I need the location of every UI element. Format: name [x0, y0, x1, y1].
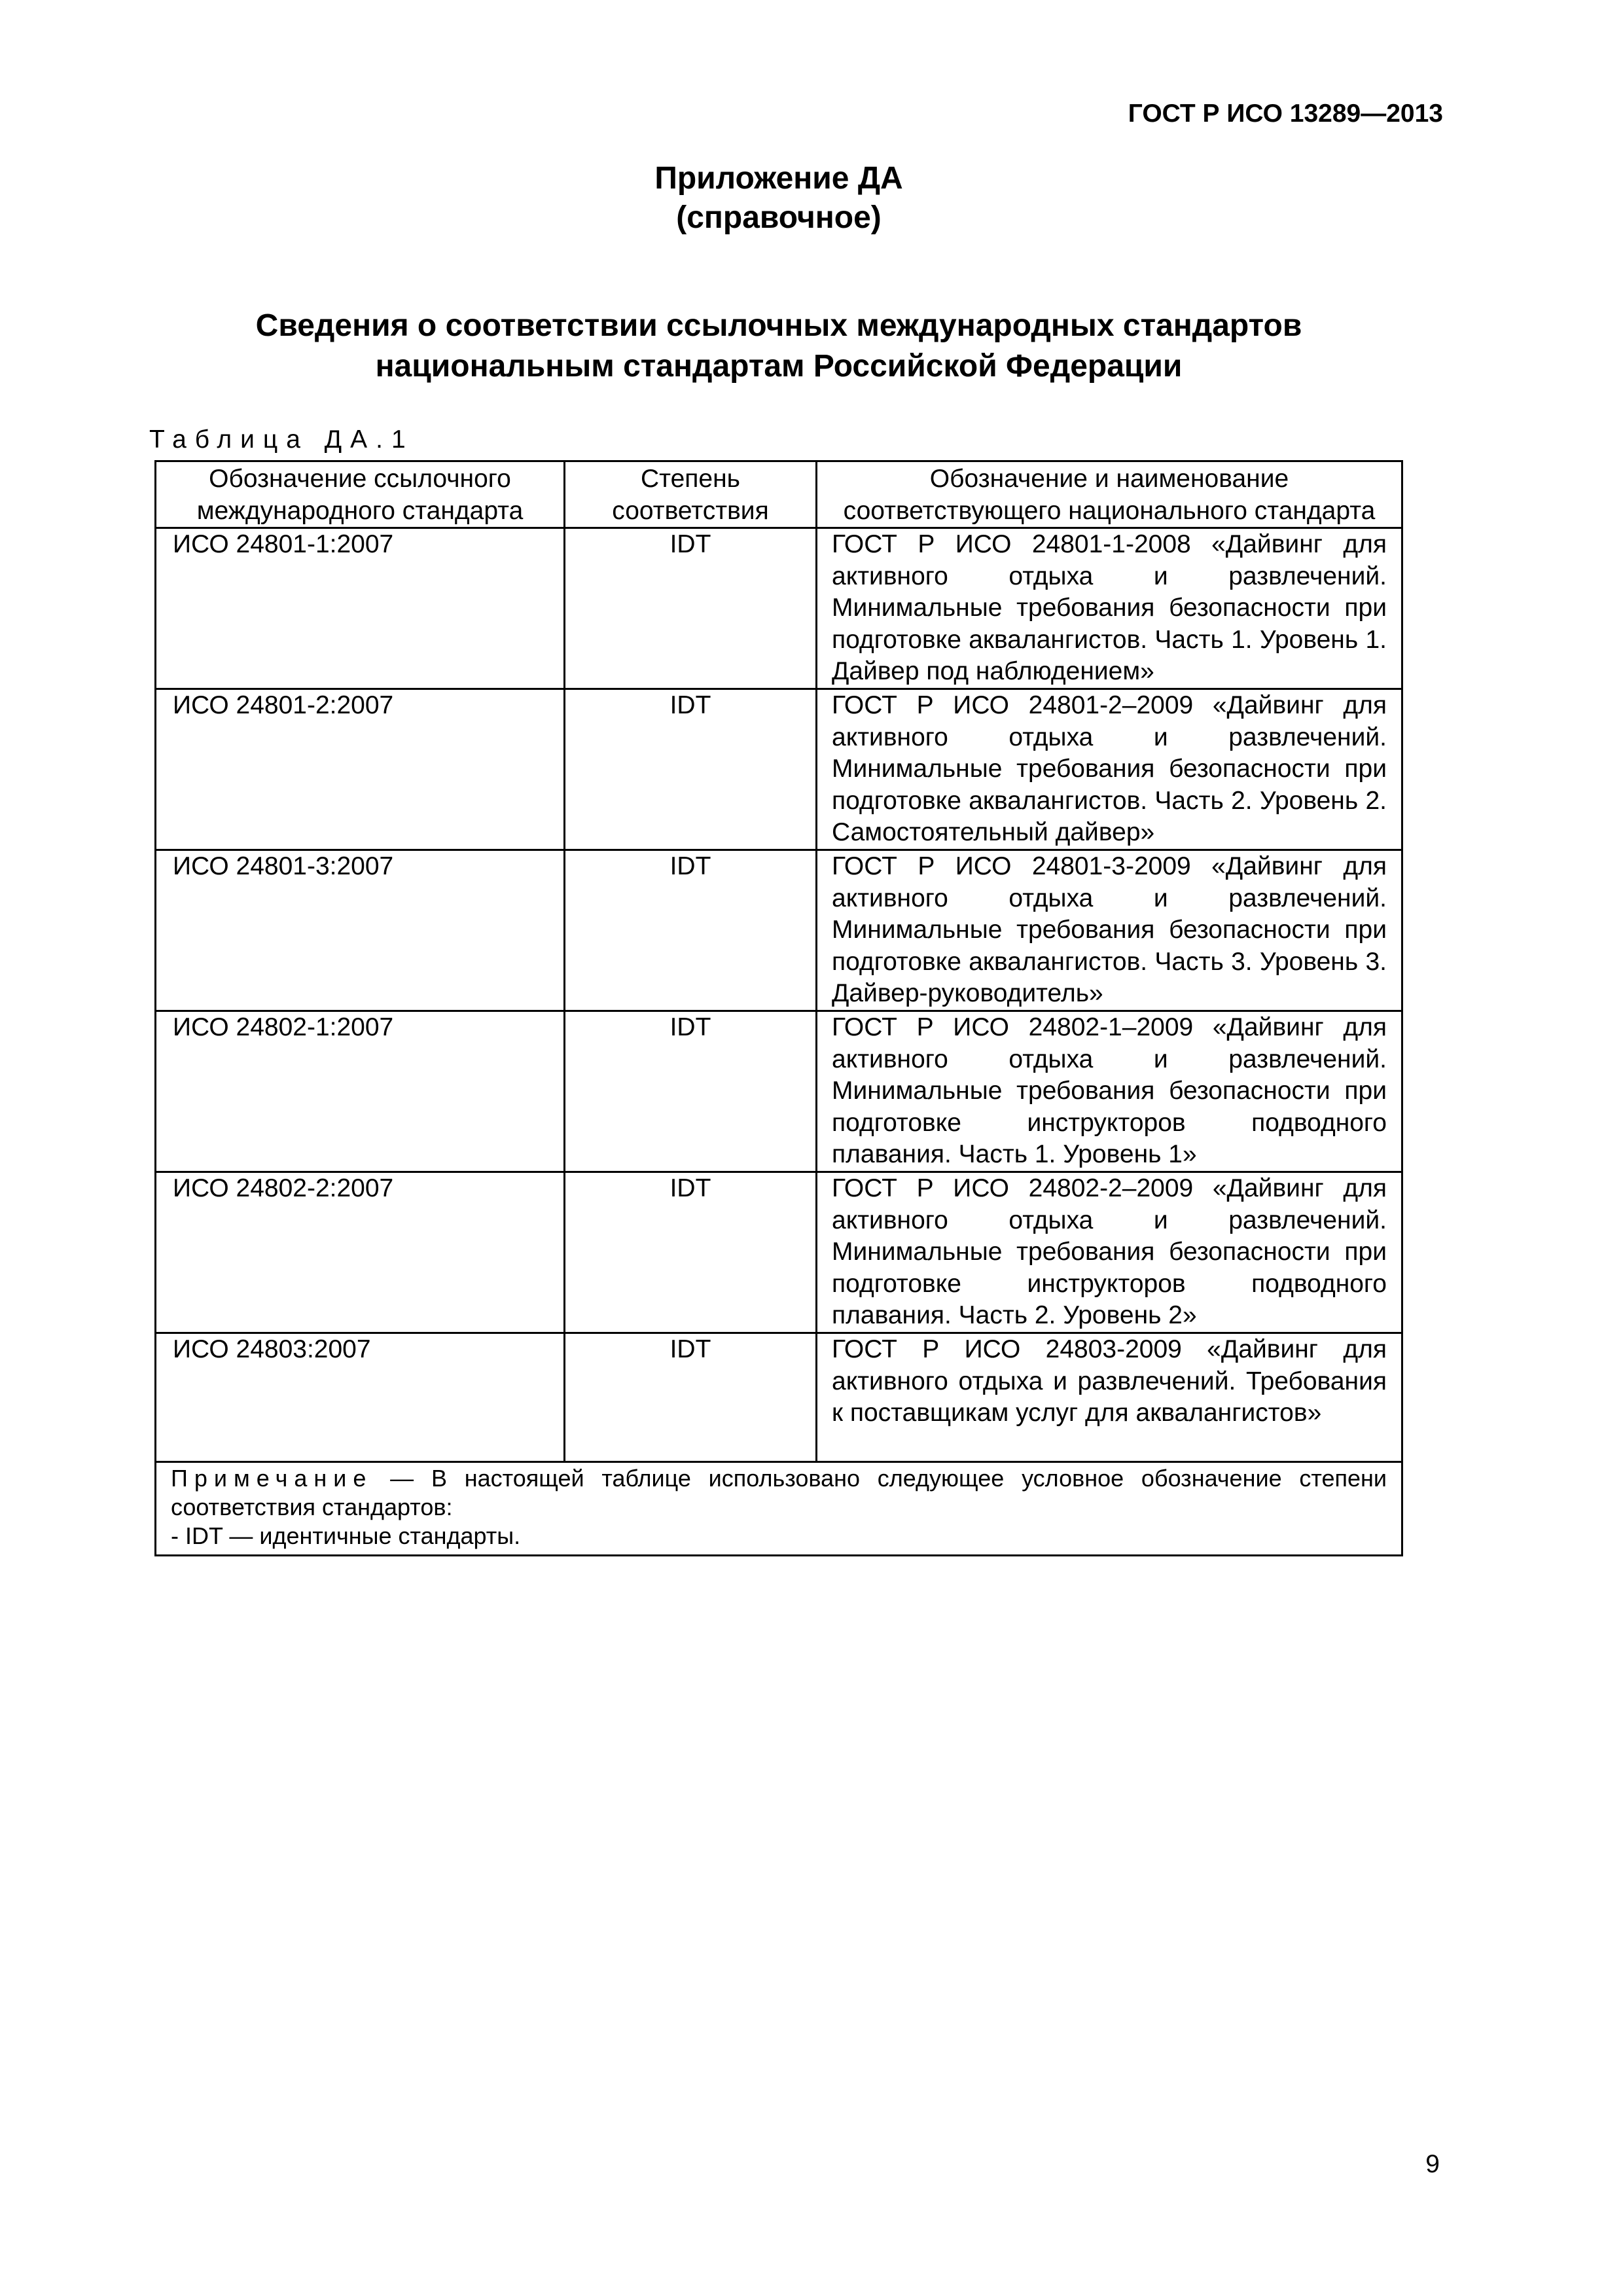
- table-caption: Таблица ДА.1: [149, 425, 414, 454]
- cell-degree: IDT: [565, 1333, 817, 1462]
- table-row: [156, 1333, 1402, 1462]
- table-row: [156, 1172, 1402, 1333]
- page-number: 9: [1425, 2150, 1440, 2178]
- cell-designation: ИСО 24802-1:2007: [156, 1011, 565, 1172]
- note-item: - IDT — идентичные стандарты.: [171, 1522, 521, 1549]
- table-row: [156, 1011, 1402, 1172]
- column-header-designation: Обозначение ссылочного международного стандарта: [156, 461, 565, 528]
- cell-degree: IDT: [565, 1172, 817, 1333]
- cell-designation: ИСО 24803:2007: [156, 1333, 565, 1462]
- annex-title: Приложение ДА: [654, 161, 903, 196]
- table-note: [156, 1462, 1402, 1556]
- cell-national-standard: ГОСТ Р ИСО 24802-2–2009 «Дайвинг для активного отдыха и развлечений. Минимальные требования безопасности при подготовке инструкторов подводного плавания. Часть 2. Уровень 2»: [817, 1172, 1402, 1333]
- table-note-row: [156, 1462, 1402, 1556]
- table-row: [156, 689, 1402, 850]
- table-row: [156, 850, 1402, 1011]
- section-title: [0, 306, 1558, 387]
- table-row: [156, 528, 1402, 689]
- cell-designation: ИСО 24801-3:2007: [156, 850, 565, 1011]
- section-title-line-2: национальным стандартам Российской Федерации: [375, 349, 1183, 384]
- note-label: Примечание: [171, 1465, 373, 1492]
- cell-degree: IDT: [565, 528, 817, 689]
- cell-national-standard: ГОСТ Р ИСО 24803-2009 «Дайвинг для активного отдыха и развлечений. Требования к поставщикам услуг для аквалангистов»: [817, 1333, 1402, 1462]
- column-header-national: Обозначение и наименование соответствующего национального стандарта: [817, 461, 1402, 528]
- cell-designation: ИСО 24801-2:2007: [156, 689, 565, 850]
- correspondence-table: [154, 460, 1403, 1556]
- cell-designation: ИСО 24802-2:2007: [156, 1172, 565, 1333]
- cell-national-standard: ГОСТ Р ИСО 24801-3-2009 «Дайвинг для активного отдыха и развлечений. Минимальные требования безопасности при подготовке аквалангистов. Часть 3. Уровень 3. Дайвер-руководитель»: [817, 850, 1402, 1011]
- cell-national-standard: ГОСТ Р ИСО 24802-1–2009 «Дайвинг для активного отдыха и развлечений. Минимальные требования безопасности при подготовке инструкторов подводного плавания. Часть 1. Уровень 1»: [817, 1011, 1402, 1172]
- cell-degree: IDT: [565, 1011, 817, 1172]
- annex-heading: [0, 159, 1558, 238]
- cell-degree: IDT: [565, 850, 817, 1011]
- note-text: — В настоящей таблице использовано следующее условное обозначение степени соответствия стандартов:: [171, 1465, 1387, 1520]
- cell-national-standard: ГОСТ Р ИСО 24801-1-2008 «Дайвинг для активного отдыха и развлечений. Минимальные требования безопасности при подготовке аквалангистов. Часть 1. Уровень 1. Дайвер под наблюдением»: [817, 528, 1402, 689]
- document-code: ГОСТ Р ИСО 13289—2013: [1128, 99, 1443, 128]
- table-header-row: [156, 461, 1402, 528]
- annex-subtitle: (справочное): [676, 200, 882, 235]
- cell-designation: ИСО 24801-1:2007: [156, 528, 565, 689]
- section-title-line-1: Сведения о соответствии ссылочных международных стандартов: [255, 308, 1302, 343]
- cell-degree: IDT: [565, 689, 817, 850]
- column-header-degree: Степень соответствия: [565, 461, 817, 528]
- cell-national-standard: ГОСТ Р ИСО 24801-2–2009 «Дайвинг для активного отдыха и развлечений. Минимальные требования безопасности при подготовке аквалангистов. Часть 2. Уровень 2. Самостоятельный дайвер»: [817, 689, 1402, 850]
